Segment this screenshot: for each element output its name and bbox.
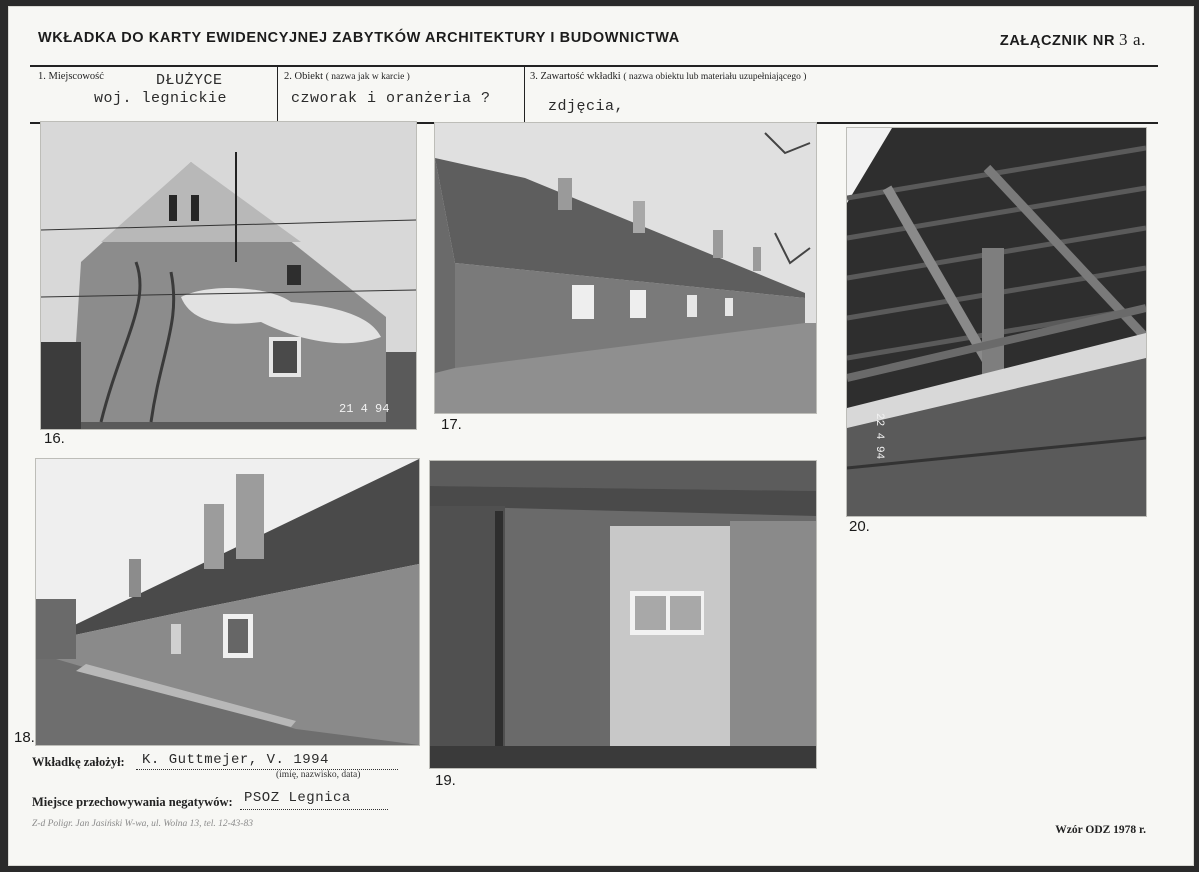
content-label-text: 3. Zawartość wkładki — [530, 71, 621, 82]
object-hint: ( nazwa jak w karcie ) — [325, 72, 410, 82]
photo-16-date-stamp: 21 4 94 — [339, 402, 390, 416]
author-value: K. Guttmejer, V. 1994 — [142, 752, 329, 768]
content-hint: ( nazwa obiektu lub materiału uzupełniającego ) — [623, 72, 807, 82]
photo-18-number: 18. — [14, 729, 35, 746]
object-label — [284, 71, 410, 82]
negatives-underline — [240, 809, 388, 810]
photo-20-date-stamp: 22 4 94 — [873, 413, 885, 460]
photo-19-wall-detail — [430, 461, 816, 768]
photo-19-number: 19. — [435, 772, 456, 789]
content-value: zdjęcia, — [548, 98, 625, 115]
photo-16-number: 16. — [44, 430, 65, 447]
printer-imprint: Z-d Poligr. Jan Jasiński W-wa, ul. Wolna 13, tel. 12-43-83 — [32, 819, 253, 829]
photo-17-image — [435, 123, 816, 413]
negatives-label: Miejsce przechowywania negatywów: — [32, 795, 233, 809]
photo-19-image — [430, 461, 816, 768]
locality-label: 1. Miejscowość — [38, 71, 104, 82]
photo-18-image — [36, 459, 419, 745]
photo-20-roof-truss — [847, 128, 1146, 516]
author-hint: (imię, nazwisko, data) — [276, 770, 361, 780]
locality-value: DŁUŻYCE — [156, 72, 223, 89]
author-label: Wkładkę założył: — [32, 755, 125, 769]
photo-18-building-perspective — [36, 459, 419, 745]
annex-number: 3 a. — [1119, 30, 1146, 49]
photo-16-image — [41, 122, 416, 429]
photo-17-number: 17. — [441, 416, 462, 433]
record-sheet — [8, 6, 1194, 866]
photo-20-image — [847, 128, 1146, 516]
photo-17-long-building — [435, 123, 816, 413]
content-label — [530, 71, 806, 82]
negatives-value: PSOZ Legnica — [244, 790, 351, 806]
voivodeship-value: woj. legnickie — [94, 90, 228, 107]
form-code: Wzór ODZ 1978 r. — [1055, 824, 1146, 836]
field-divider-1 — [277, 65, 278, 123]
photo-16-gable-wall — [41, 122, 416, 429]
annex-label — [1000, 30, 1146, 50]
object-label-text: 2. Obiekt — [284, 71, 324, 82]
header-rule-top — [30, 65, 1158, 67]
field-divider-2 — [524, 65, 525, 123]
photo-20-number: 20. — [849, 518, 870, 535]
form-title: WKŁADKA DO KARTY EWIDENCYJNEJ ZABYTKÓW ARCHITEKTURY I BUDOWNICTWA — [38, 30, 680, 46]
object-value: czworak i oranżeria ? — [291, 90, 491, 107]
annex-label-text: ZAŁĄCZNIK NR — [999, 33, 1116, 49]
